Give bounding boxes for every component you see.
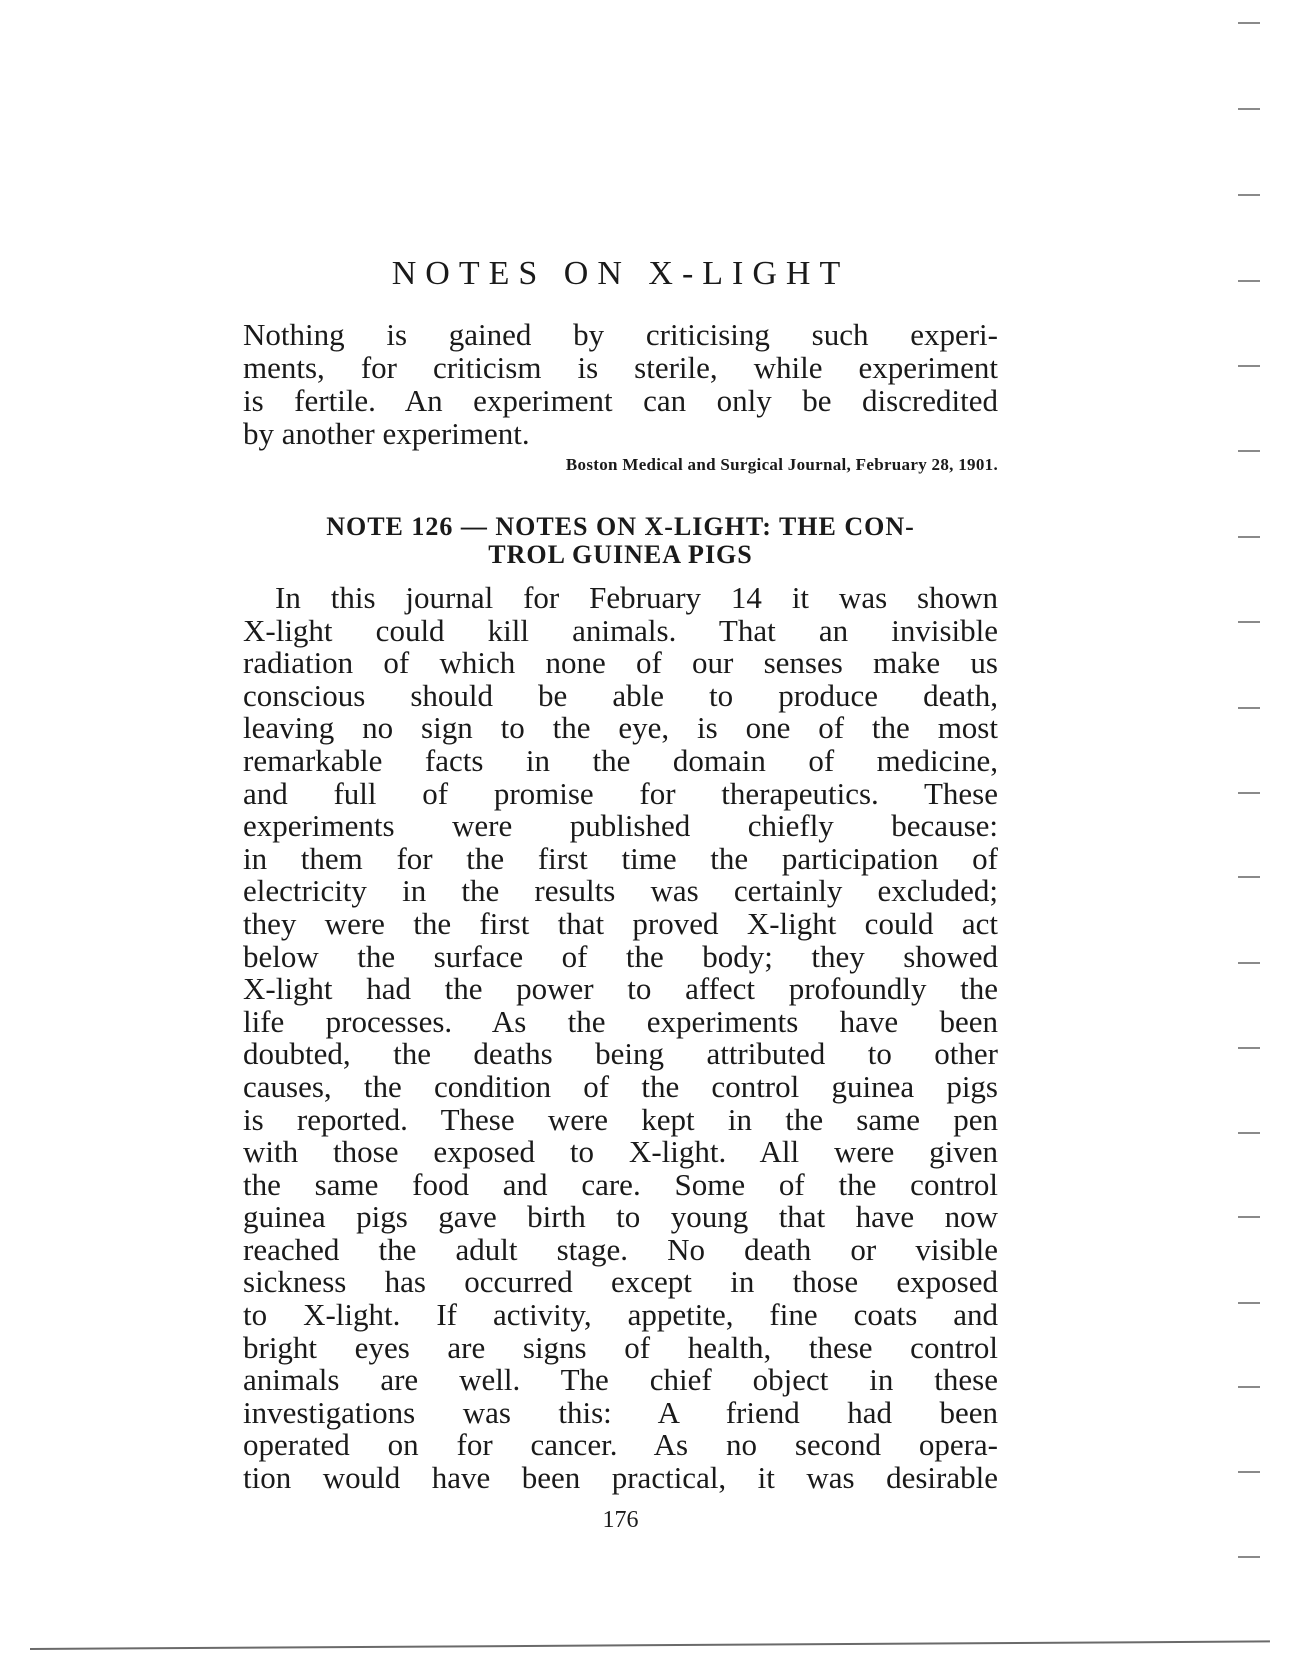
body-line: leaving no sign to the eye, is one of the most	[243, 710, 998, 746]
body-line: sickness has occurred except in those exposed	[243, 1264, 998, 1300]
epigraph-line: ments, for criticism is sterile, while experiment	[243, 350, 998, 385]
body-line: life processes. As the experiments have been	[243, 1003, 998, 1039]
body-line: X-light could kill animals. That an invisible	[243, 612, 998, 648]
body-line: is reported. These were kept in the same pen	[243, 1101, 998, 1137]
edge-mark	[1238, 1132, 1260, 1134]
running-head: NOTES ON X-LIGHT	[391, 255, 850, 292]
body-line: bright eyes are signs of health, these control	[243, 1329, 998, 1365]
body-line: to X-light. If activity, appetite, fine coats and	[243, 1297, 998, 1333]
body-line: and full of promise for therapeutics. These	[243, 775, 998, 811]
edge-mark	[1238, 1471, 1260, 1473]
body-line: reached the adult stage. No death or visible	[243, 1231, 998, 1267]
body-line: remarkable facts in the domain of medicine,	[243, 742, 998, 778]
edge-mark	[1238, 876, 1260, 878]
body-line: experiments were published chiefly because:	[243, 808, 998, 844]
edge-mark	[1238, 1302, 1260, 1304]
edge-mark	[1238, 1047, 1260, 1049]
epigraph-line: is fertile. An experiment can only be discredited	[243, 383, 998, 418]
edge-mark	[1238, 365, 1260, 367]
edge-mark	[1238, 108, 1260, 110]
epigraph-citation: Boston Medical and Surgical Journal, February 28, 1901.	[565, 455, 998, 474]
body-line: In this journal for February 14 it was shown	[275, 580, 998, 615]
note-heading-line: TROL GUINEA PIGS	[488, 540, 753, 569]
body-line: radiation of which none of our senses make us	[243, 645, 998, 681]
edge-mark	[1238, 621, 1260, 623]
body-text	[243, 582, 998, 1495]
epigraph-line: Nothing is gained by criticising such experi-	[243, 317, 998, 352]
body-line: they were the first that proved X-light could act	[243, 905, 998, 941]
scan-edge-marks	[1238, 0, 1262, 1673]
body-line: tion would have been practical, it was desirable	[243, 1460, 998, 1496]
body-line: electricity in the results was certainly excluded;	[243, 873, 998, 909]
edge-mark	[1238, 707, 1260, 709]
body-line: in them for the first time the participation of	[243, 840, 998, 876]
body-line: animals are well. The chief object in these	[243, 1362, 998, 1398]
body-line: with those exposed to X-light. All were given	[243, 1134, 998, 1170]
body-line: the same food and care. Some of the control	[243, 1166, 998, 1202]
edge-mark	[1238, 22, 1260, 24]
body-line: doubted, the deaths being attributed to other	[243, 1036, 998, 1072]
edge-mark	[1238, 536, 1260, 538]
body-line: investigations was this: A friend had been	[243, 1394, 998, 1430]
body-line: causes, the condition of the control guinea pigs	[243, 1068, 998, 1104]
body-line: guinea pigs gave birth to young that have now	[243, 1199, 998, 1235]
edge-mark	[1238, 1216, 1260, 1218]
epigraph	[243, 318, 998, 450]
body-line: conscious should be able to produce death,	[243, 677, 998, 713]
epigraph-line: by another experiment.	[243, 416, 530, 451]
edge-mark	[1238, 1556, 1260, 1558]
body-line: X-light had the power to affect profoundly the	[243, 971, 998, 1007]
edge-mark	[1238, 194, 1260, 196]
edge-mark	[1238, 280, 1260, 282]
edge-mark	[1238, 962, 1260, 964]
page-number: 176	[602, 1507, 639, 1533]
scan-bottom-edge	[30, 1640, 1270, 1650]
note-heading	[243, 513, 998, 569]
note-heading-line: NOTE 126 — NOTES ON X-LIGHT: THE CON-	[326, 512, 915, 541]
edge-mark	[1238, 450, 1260, 452]
body-line: operated on for cancer. As no second opera-	[243, 1427, 998, 1463]
edge-mark	[1238, 1386, 1260, 1388]
edge-mark	[1238, 792, 1260, 794]
body-line: below the surface of the body; they showed	[243, 938, 998, 974]
